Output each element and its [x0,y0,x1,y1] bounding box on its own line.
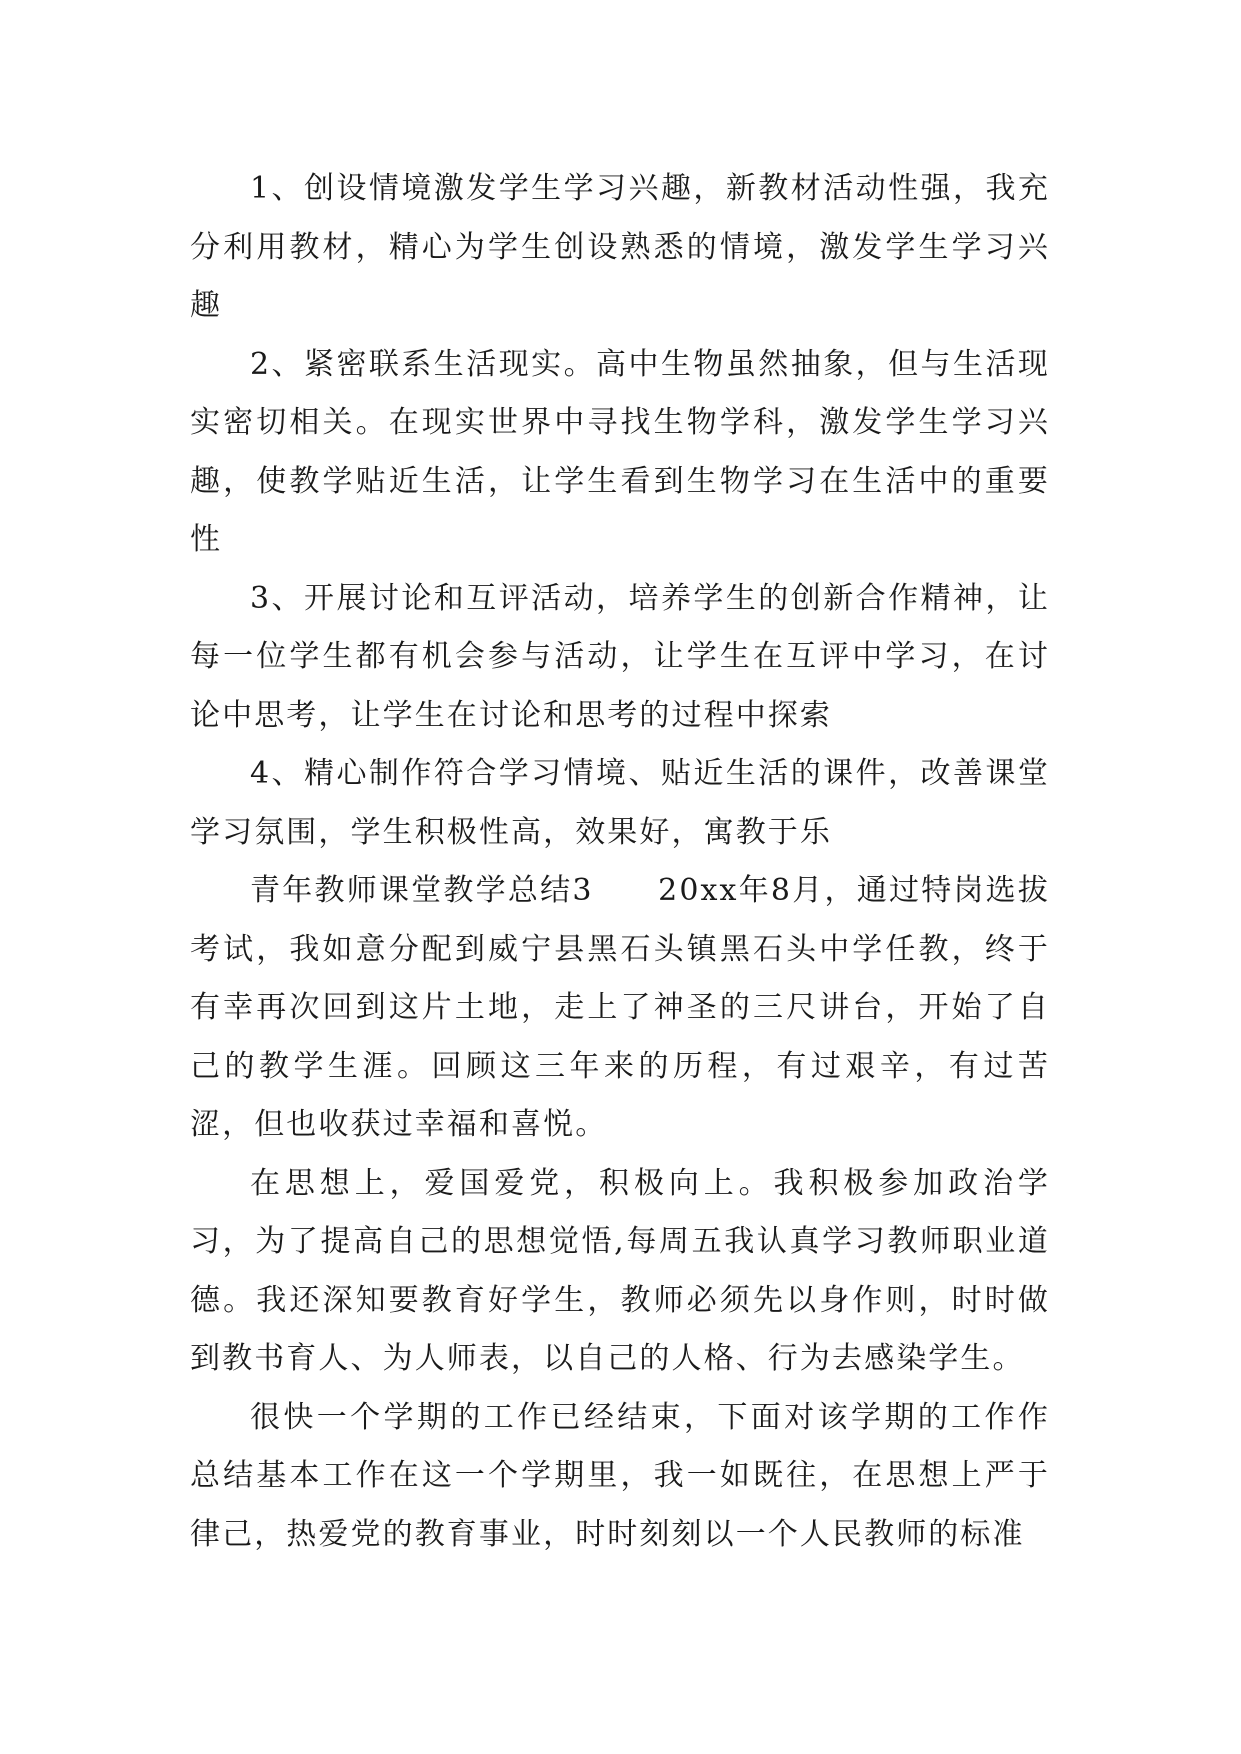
paragraph-6: 在思想上，爱国爱党，积极向上。我积极参加政治学习，为了提高自己的思想觉悟,每周五我认真学习教师职业道德。我还深知要教育好学生，教师必须先以身作则，时时做到教书育人、为人师表，以自己的人格、行为去感染学生。 [190,1165,1050,1376]
paragraph-4: 4、精心制作符合学习情境、贴近生活的课件，改善课堂学习氛围，学生积极性高，效果好，寓教于乐 [190,756,1050,850]
paragraph-7: 很快一个学期的工作已经结束，下面对该学期的工作作总结基本工作在这一个学期里，我一如既往，在思想上严于律己，热爱党的教育事业，时时刻刻以一个人民教师的标准 [190,1399,1050,1552]
paragraph-3: 3、开展讨论和互评活动，培养学生的创新合作精神，让每一位学生都有机会参与活动，让学生在互评中学习，在讨论中思考，让学生在讨论和思考的过程中探索 [190,580,1050,733]
paragraph-1: 1、创设情境激发学生学习兴趣，新教材活动性强，我充分利用教材，精心为学生创设熟悉的情境，激发学生学习兴趣 [190,171,1050,323]
document-body [190,160,1050,1564]
paragraph-5: 青年教师课堂教学总结3 20xx年8月，通过特岗选拔考试，我如意分配到威宁县黑石头镇黑石头中学任教，终于有幸再次回到这片土地，走上了神圣的三尺讲台，开始了自己的教学生涯。回顾这三年来的历程，有过艰辛，有过苦涩，但也收获过幸福和喜悦。 [190,873,1050,1142]
paragraph-2: 2、紧密联系生活现实。高中生物虽然抽象，但与生活现实密切相关。在现实世界中寻找生物学科，激发学生学习兴趣，使教学贴近生活，让学生看到生物学习在生活中的重要性 [190,346,1050,557]
